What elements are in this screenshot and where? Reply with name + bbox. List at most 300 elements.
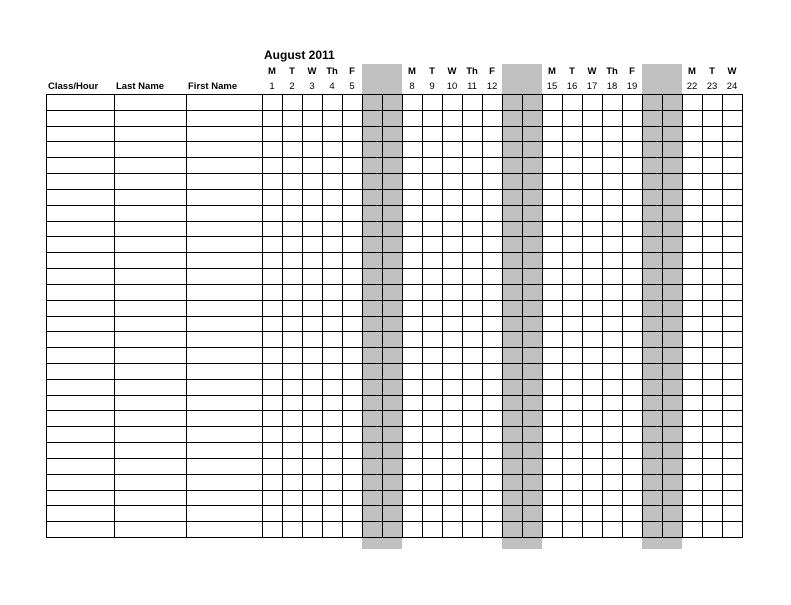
attendance-cell[interactable]: [443, 206, 462, 221]
first-name-cell[interactable]: [187, 427, 262, 442]
attendance-cell[interactable]: [263, 491, 282, 505]
attendance-cell[interactable]: [683, 522, 702, 537]
last-name-cell[interactable]: [115, 506, 186, 521]
attendance-cell[interactable]: [523, 491, 542, 505]
attendance-cell[interactable]: [483, 380, 502, 395]
last-name-cell[interactable]: [115, 253, 186, 268]
attendance-cell[interactable]: [643, 491, 662, 505]
attendance-cell[interactable]: [723, 475, 742, 490]
first-name-cell[interactable]: [187, 443, 262, 458]
first-name-cell[interactable]: [187, 411, 262, 426]
attendance-cell[interactable]: [583, 380, 602, 395]
attendance-cell[interactable]: [483, 237, 502, 252]
attendance-cell[interactable]: [583, 190, 602, 205]
attendance-cell[interactable]: [603, 269, 622, 284]
attendance-cell[interactable]: [343, 459, 362, 474]
attendance-cell[interactable]: [623, 301, 642, 316]
attendance-cell[interactable]: [603, 190, 622, 205]
attendance-cell[interactable]: [543, 301, 562, 316]
attendance-cell[interactable]: [283, 317, 302, 331]
attendance-cell[interactable]: [483, 348, 502, 363]
attendance-cell[interactable]: [623, 443, 642, 458]
attendance-cell[interactable]: [323, 411, 342, 426]
attendance-cell[interactable]: [343, 411, 362, 426]
attendance-cell[interactable]: [543, 396, 562, 410]
attendance-cell[interactable]: [583, 174, 602, 189]
attendance-cell[interactable]: [583, 317, 602, 331]
attendance-cell[interactable]: [323, 206, 342, 221]
attendance-cell[interactable]: [323, 491, 342, 505]
attendance-cell[interactable]: [483, 491, 502, 505]
attendance-cell[interactable]: [383, 269, 402, 284]
attendance-cell[interactable]: [343, 253, 362, 268]
attendance-cell[interactable]: [323, 317, 342, 331]
attendance-cell[interactable]: [483, 142, 502, 157]
attendance-cell[interactable]: [703, 127, 722, 141]
attendance-cell[interactable]: [483, 269, 502, 284]
attendance-cell[interactable]: [363, 364, 382, 379]
attendance-cell[interactable]: [543, 174, 562, 189]
attendance-cell[interactable]: [343, 443, 362, 458]
attendance-cell[interactable]: [443, 111, 462, 126]
attendance-cell[interactable]: [323, 285, 342, 300]
attendance-cell[interactable]: [343, 142, 362, 157]
last-name-cell[interactable]: [115, 142, 186, 157]
attendance-cell[interactable]: [343, 348, 362, 363]
attendance-cell[interactable]: [583, 364, 602, 379]
attendance-cell[interactable]: [283, 253, 302, 268]
attendance-cell[interactable]: [723, 253, 742, 268]
attendance-cell[interactable]: [563, 301, 582, 316]
attendance-cell[interactable]: [323, 127, 342, 141]
attendance-cell[interactable]: [303, 348, 322, 363]
first-name-cell[interactable]: [187, 491, 262, 505]
attendance-cell[interactable]: [703, 285, 722, 300]
attendance-cell[interactable]: [383, 332, 402, 347]
last-name-cell[interactable]: [115, 364, 186, 379]
attendance-cell[interactable]: [563, 380, 582, 395]
attendance-cell[interactable]: [303, 206, 322, 221]
attendance-cell[interactable]: [443, 253, 462, 268]
attendance-cell[interactable]: [683, 506, 702, 521]
attendance-cell[interactable]: [703, 522, 722, 537]
attendance-cell[interactable]: [643, 111, 662, 126]
attendance-cell[interactable]: [263, 522, 282, 537]
class-hour-cell[interactable]: [47, 253, 114, 268]
attendance-cell[interactable]: [663, 111, 682, 126]
attendance-cell[interactable]: [443, 364, 462, 379]
last-name-cell[interactable]: [115, 411, 186, 426]
attendance-cell[interactable]: [443, 427, 462, 442]
attendance-cell[interactable]: [403, 253, 422, 268]
attendance-cell[interactable]: [383, 190, 402, 205]
class-hour-cell[interactable]: [47, 301, 114, 316]
attendance-cell[interactable]: [463, 237, 482, 252]
attendance-cell[interactable]: [483, 332, 502, 347]
attendance-cell[interactable]: [263, 317, 282, 331]
attendance-cell[interactable]: [323, 158, 342, 173]
attendance-cell[interactable]: [423, 174, 442, 189]
first-name-cell[interactable]: [187, 364, 262, 379]
attendance-cell[interactable]: [643, 206, 662, 221]
attendance-cell[interactable]: [583, 158, 602, 173]
attendance-cell[interactable]: [363, 285, 382, 300]
attendance-cell[interactable]: [583, 427, 602, 442]
attendance-cell[interactable]: [543, 317, 562, 331]
class-hour-cell[interactable]: [47, 380, 114, 395]
attendance-cell[interactable]: [703, 506, 722, 521]
attendance-cell[interactable]: [583, 332, 602, 347]
class-hour-cell[interactable]: [47, 427, 114, 442]
attendance-cell[interactable]: [403, 127, 422, 141]
attendance-cell[interactable]: [523, 285, 542, 300]
last-name-cell[interactable]: [115, 459, 186, 474]
attendance-cell[interactable]: [423, 301, 442, 316]
attendance-cell[interactable]: [663, 95, 682, 110]
attendance-cell[interactable]: [603, 127, 622, 141]
attendance-cell[interactable]: [363, 317, 382, 331]
attendance-cell[interactable]: [363, 411, 382, 426]
attendance-cell[interactable]: [583, 522, 602, 537]
attendance-cell[interactable]: [423, 364, 442, 379]
attendance-cell[interactable]: [363, 348, 382, 363]
attendance-cell[interactable]: [503, 332, 522, 347]
attendance-cell[interactable]: [543, 190, 562, 205]
attendance-cell[interactable]: [523, 364, 542, 379]
attendance-cell[interactable]: [363, 522, 382, 537]
attendance-cell[interactable]: [623, 253, 642, 268]
attendance-cell[interactable]: [423, 127, 442, 141]
attendance-cell[interactable]: [703, 253, 722, 268]
attendance-cell[interactable]: [723, 111, 742, 126]
attendance-cell[interactable]: [563, 427, 582, 442]
attendance-cell[interactable]: [383, 396, 402, 410]
attendance-cell[interactable]: [503, 506, 522, 521]
attendance-cell[interactable]: [383, 364, 402, 379]
attendance-cell[interactable]: [603, 411, 622, 426]
attendance-cell[interactable]: [563, 522, 582, 537]
attendance-cell[interactable]: [343, 332, 362, 347]
attendance-cell[interactable]: [663, 427, 682, 442]
attendance-cell[interactable]: [363, 174, 382, 189]
attendance-cell[interactable]: [503, 111, 522, 126]
class-hour-cell[interactable]: [47, 364, 114, 379]
attendance-cell[interactable]: [363, 427, 382, 442]
attendance-cell[interactable]: [683, 317, 702, 331]
attendance-cell[interactable]: [423, 222, 442, 236]
attendance-cell[interactable]: [703, 348, 722, 363]
attendance-cell[interactable]: [403, 348, 422, 363]
attendance-cell[interactable]: [423, 411, 442, 426]
attendance-cell[interactable]: [643, 222, 662, 236]
attendance-cell[interactable]: [463, 142, 482, 157]
last-name-cell[interactable]: [115, 285, 186, 300]
last-name-cell[interactable]: [115, 190, 186, 205]
attendance-cell[interactable]: [523, 459, 542, 474]
attendance-cell[interactable]: [543, 253, 562, 268]
class-hour-cell[interactable]: [47, 396, 114, 410]
attendance-cell[interactable]: [283, 396, 302, 410]
attendance-cell[interactable]: [603, 111, 622, 126]
attendance-cell[interactable]: [583, 459, 602, 474]
attendance-cell[interactable]: [663, 174, 682, 189]
attendance-cell[interactable]: [383, 206, 402, 221]
attendance-cell[interactable]: [403, 190, 422, 205]
attendance-cell[interactable]: [603, 237, 622, 252]
attendance-cell[interactable]: [263, 396, 282, 410]
attendance-cell[interactable]: [423, 459, 442, 474]
attendance-cell[interactable]: [283, 301, 302, 316]
attendance-cell[interactable]: [623, 332, 642, 347]
attendance-cell[interactable]: [363, 396, 382, 410]
attendance-cell[interactable]: [363, 269, 382, 284]
attendance-cell[interactable]: [503, 269, 522, 284]
attendance-cell[interactable]: [423, 237, 442, 252]
attendance-cell[interactable]: [283, 95, 302, 110]
attendance-cell[interactable]: [403, 222, 422, 236]
attendance-cell[interactable]: [483, 301, 502, 316]
attendance-cell[interactable]: [483, 475, 502, 490]
attendance-cell[interactable]: [403, 491, 422, 505]
attendance-cell[interactable]: [483, 174, 502, 189]
attendance-cell[interactable]: [303, 380, 322, 395]
attendance-cell[interactable]: [283, 443, 302, 458]
attendance-cell[interactable]: [423, 285, 442, 300]
attendance-cell[interactable]: [483, 317, 502, 331]
attendance-cell[interactable]: [463, 111, 482, 126]
first-name-cell[interactable]: [187, 142, 262, 157]
attendance-cell[interactable]: [583, 506, 602, 521]
attendance-cell[interactable]: [303, 459, 322, 474]
attendance-cell[interactable]: [403, 443, 422, 458]
attendance-cell[interactable]: [383, 317, 402, 331]
attendance-cell[interactable]: [543, 380, 562, 395]
attendance-cell[interactable]: [383, 491, 402, 505]
attendance-cell[interactable]: [263, 301, 282, 316]
attendance-cell[interactable]: [283, 380, 302, 395]
first-name-cell[interactable]: [187, 190, 262, 205]
attendance-cell[interactable]: [383, 158, 402, 173]
attendance-cell[interactable]: [543, 95, 562, 110]
attendance-cell[interactable]: [503, 475, 522, 490]
attendance-cell[interactable]: [303, 174, 322, 189]
attendance-cell[interactable]: [383, 222, 402, 236]
attendance-cell[interactable]: [463, 427, 482, 442]
attendance-cell[interactable]: [523, 237, 542, 252]
class-hour-cell[interactable]: [47, 491, 114, 505]
attendance-cell[interactable]: [323, 396, 342, 410]
attendance-cell[interactable]: [263, 222, 282, 236]
attendance-cell[interactable]: [323, 142, 342, 157]
attendance-cell[interactable]: [343, 222, 362, 236]
attendance-cell[interactable]: [263, 285, 282, 300]
attendance-cell[interactable]: [363, 237, 382, 252]
attendance-cell[interactable]: [263, 506, 282, 521]
attendance-cell[interactable]: [303, 332, 322, 347]
attendance-cell[interactable]: [463, 380, 482, 395]
attendance-cell[interactable]: [623, 380, 642, 395]
attendance-cell[interactable]: [643, 506, 662, 521]
attendance-cell[interactable]: [563, 506, 582, 521]
attendance-cell[interactable]: [423, 332, 442, 347]
attendance-cell[interactable]: [443, 396, 462, 410]
attendance-cell[interactable]: [303, 95, 322, 110]
attendance-cell[interactable]: [443, 380, 462, 395]
attendance-cell[interactable]: [663, 190, 682, 205]
attendance-cell[interactable]: [723, 396, 742, 410]
attendance-cell[interactable]: [323, 506, 342, 521]
attendance-cell[interactable]: [423, 158, 442, 173]
attendance-cell[interactable]: [503, 127, 522, 141]
attendance-cell[interactable]: [583, 95, 602, 110]
attendance-cell[interactable]: [283, 127, 302, 141]
attendance-cell[interactable]: [383, 459, 402, 474]
attendance-cell[interactable]: [703, 222, 722, 236]
attendance-cell[interactable]: [703, 491, 722, 505]
attendance-cell[interactable]: [303, 317, 322, 331]
attendance-cell[interactable]: [463, 190, 482, 205]
attendance-cell[interactable]: [523, 269, 542, 284]
last-name-cell[interactable]: [115, 396, 186, 410]
attendance-cell[interactable]: [263, 364, 282, 379]
last-name-cell[interactable]: [115, 158, 186, 173]
attendance-cell[interactable]: [503, 364, 522, 379]
attendance-cell[interactable]: [503, 253, 522, 268]
attendance-cell[interactable]: [343, 237, 362, 252]
attendance-cell[interactable]: [543, 427, 562, 442]
attendance-cell[interactable]: [423, 317, 442, 331]
attendance-cell[interactable]: [643, 411, 662, 426]
attendance-cell[interactable]: [323, 459, 342, 474]
attendance-cell[interactable]: [623, 158, 642, 173]
attendance-cell[interactable]: [463, 127, 482, 141]
attendance-cell[interactable]: [443, 285, 462, 300]
attendance-cell[interactable]: [643, 285, 662, 300]
attendance-cell[interactable]: [723, 127, 742, 141]
attendance-cell[interactable]: [283, 506, 302, 521]
attendance-cell[interactable]: [563, 206, 582, 221]
attendance-cell[interactable]: [503, 380, 522, 395]
last-name-cell[interactable]: [115, 269, 186, 284]
attendance-cell[interactable]: [263, 332, 282, 347]
attendance-cell[interactable]: [663, 348, 682, 363]
attendance-cell[interactable]: [683, 427, 702, 442]
attendance-cell[interactable]: [663, 301, 682, 316]
attendance-cell[interactable]: [283, 190, 302, 205]
attendance-cell[interactable]: [483, 522, 502, 537]
attendance-cell[interactable]: [343, 506, 362, 521]
attendance-cell[interactable]: [423, 142, 442, 157]
attendance-cell[interactable]: [723, 142, 742, 157]
attendance-cell[interactable]: [543, 348, 562, 363]
attendance-cell[interactable]: [563, 190, 582, 205]
attendance-cell[interactable]: [563, 222, 582, 236]
attendance-cell[interactable]: [703, 364, 722, 379]
attendance-cell[interactable]: [523, 427, 542, 442]
attendance-cell[interactable]: [563, 396, 582, 410]
attendance-cell[interactable]: [363, 222, 382, 236]
first-name-cell[interactable]: [187, 174, 262, 189]
attendance-cell[interactable]: [343, 317, 362, 331]
attendance-cell[interactable]: [683, 269, 702, 284]
class-hour-cell[interactable]: [47, 522, 114, 537]
attendance-cell[interactable]: [363, 127, 382, 141]
attendance-cell[interactable]: [563, 142, 582, 157]
attendance-cell[interactable]: [423, 111, 442, 126]
attendance-cell[interactable]: [563, 332, 582, 347]
attendance-cell[interactable]: [363, 190, 382, 205]
attendance-cell[interactable]: [283, 364, 302, 379]
attendance-cell[interactable]: [683, 348, 702, 363]
attendance-cell[interactable]: [423, 427, 442, 442]
attendance-cell[interactable]: [263, 427, 282, 442]
attendance-cell[interactable]: [483, 411, 502, 426]
attendance-cell[interactable]: [403, 285, 422, 300]
attendance-cell[interactable]: [383, 380, 402, 395]
attendance-cell[interactable]: [603, 95, 622, 110]
attendance-cell[interactable]: [483, 111, 502, 126]
attendance-cell[interactable]: [643, 332, 662, 347]
attendance-cell[interactable]: [483, 459, 502, 474]
last-name-cell[interactable]: [115, 348, 186, 363]
attendance-cell[interactable]: [383, 127, 402, 141]
attendance-cell[interactable]: [723, 380, 742, 395]
attendance-cell[interactable]: [383, 285, 402, 300]
attendance-cell[interactable]: [403, 142, 422, 157]
attendance-cell[interactable]: [303, 158, 322, 173]
attendance-cell[interactable]: [423, 443, 442, 458]
attendance-cell[interactable]: [663, 411, 682, 426]
attendance-cell[interactable]: [683, 253, 702, 268]
attendance-cell[interactable]: [303, 396, 322, 410]
attendance-cell[interactable]: [263, 269, 282, 284]
attendance-cell[interactable]: [263, 95, 282, 110]
attendance-cell[interactable]: [563, 237, 582, 252]
attendance-cell[interactable]: [463, 522, 482, 537]
first-name-cell[interactable]: [187, 396, 262, 410]
attendance-cell[interactable]: [683, 491, 702, 505]
attendance-cell[interactable]: [703, 427, 722, 442]
attendance-cell[interactable]: [523, 443, 542, 458]
attendance-cell[interactable]: [303, 253, 322, 268]
first-name-cell[interactable]: [187, 317, 262, 331]
attendance-cell[interactable]: [343, 127, 362, 141]
attendance-cell[interactable]: [363, 506, 382, 521]
attendance-cell[interactable]: [543, 491, 562, 505]
attendance-cell[interactable]: [443, 443, 462, 458]
attendance-cell[interactable]: [723, 222, 742, 236]
attendance-cell[interactable]: [523, 158, 542, 173]
attendance-cell[interactable]: [643, 348, 662, 363]
attendance-cell[interactable]: [543, 269, 562, 284]
attendance-cell[interactable]: [583, 269, 602, 284]
attendance-cell[interactable]: [263, 111, 282, 126]
attendance-cell[interactable]: [723, 190, 742, 205]
attendance-cell[interactable]: [483, 443, 502, 458]
attendance-cell[interactable]: [403, 174, 422, 189]
attendance-cell[interactable]: [663, 459, 682, 474]
attendance-cell[interactable]: [523, 301, 542, 316]
attendance-cell[interactable]: [703, 142, 722, 157]
attendance-cell[interactable]: [403, 111, 422, 126]
attendance-cell[interactable]: [603, 206, 622, 221]
attendance-cell[interactable]: [363, 475, 382, 490]
attendance-cell[interactable]: [503, 491, 522, 505]
attendance-cell[interactable]: [663, 491, 682, 505]
attendance-cell[interactable]: [263, 206, 282, 221]
attendance-cell[interactable]: [463, 348, 482, 363]
attendance-cell[interactable]: [643, 237, 662, 252]
